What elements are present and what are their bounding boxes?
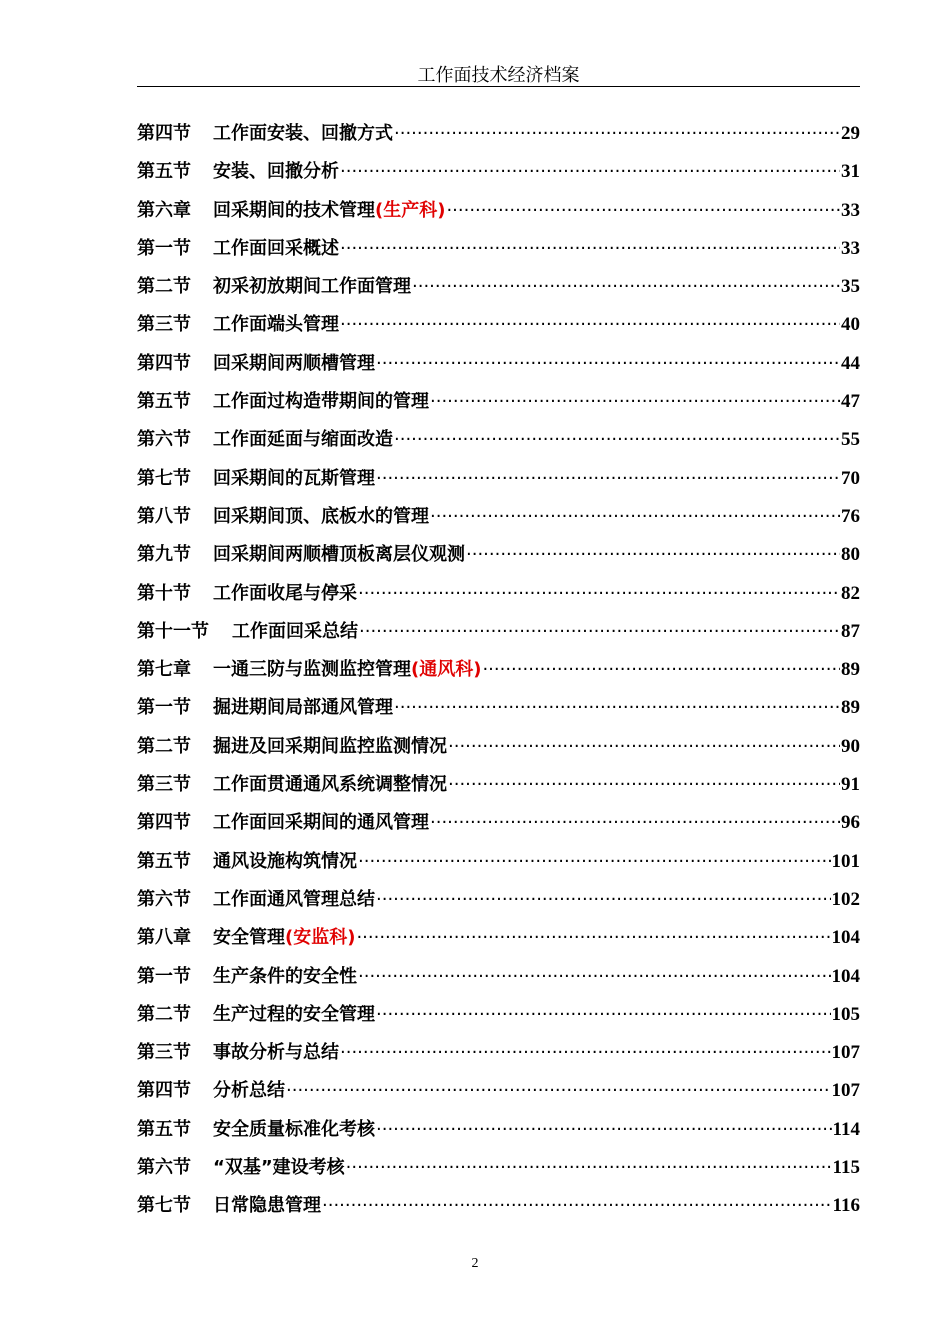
toc-entry[interactable] <box>137 196 860 234</box>
toc-entry[interactable] <box>137 310 860 348</box>
toc-entry-number: 第一节 <box>137 965 191 987</box>
toc-entry-department-note: (安监科) <box>285 927 356 949</box>
toc-entry-page: 104 <box>831 965 860 987</box>
toc-entry-page: 107 <box>831 1042 860 1064</box>
toc-entry-number: 第五节 <box>137 161 191 183</box>
toc-dot-leader <box>359 621 840 642</box>
toc-entry-number: 第五节 <box>137 391 191 413</box>
toc-entry-title <box>213 655 481 681</box>
toc-entry-title <box>213 1115 375 1141</box>
toc-entry[interactable] <box>137 387 860 425</box>
toc-entry-number: 第七节 <box>137 1195 191 1217</box>
toc-entry-title-text: 回采期间顶、底板水的管理 <box>213 505 429 527</box>
toc-entry-title-text: 事故分析与总结 <box>213 1042 339 1064</box>
toc-entry[interactable] <box>137 540 860 578</box>
toc-entry-number: 第一节 <box>137 697 191 719</box>
toc-entry-number: 第七章 <box>137 659 191 681</box>
toc-dot-leader <box>376 1004 831 1025</box>
toc-entry-number: 第五节 <box>137 850 191 872</box>
toc-entry-title <box>213 234 339 260</box>
toc-entry-number: 第四节 <box>137 1080 191 1102</box>
toc-entry[interactable] <box>137 349 860 387</box>
toc-entry-title-text: 一通三防与监测监控管理 <box>213 659 411 681</box>
toc-entry[interactable] <box>137 885 860 923</box>
toc-entry[interactable] <box>137 732 860 770</box>
toc-entry-page: 80 <box>841 544 860 566</box>
toc-entry-title-text: 工作面回采总结 <box>232 620 358 642</box>
toc-entry-title <box>213 310 339 336</box>
toc-dot-leader <box>286 1080 831 1101</box>
toc-dot-leader <box>376 889 831 910</box>
toc-entry-title-text: 工作面过构造带期间的管理 <box>213 391 429 413</box>
toc-dot-leader <box>358 583 840 604</box>
toc-entry-title-text: 回采期间的技术管理 <box>213 199 375 221</box>
toc-dot-leader <box>394 429 840 450</box>
toc-entry-number: 第六章 <box>137 199 191 221</box>
toc-dot-leader <box>358 851 831 872</box>
toc-dot-leader <box>394 697 840 718</box>
toc-entry-page: 40 <box>841 314 860 336</box>
toc-entry[interactable] <box>137 617 860 655</box>
toc-entry-number: 第十节 <box>137 582 191 604</box>
toc-entry-title <box>213 1153 345 1179</box>
toc-dot-leader <box>430 812 840 833</box>
page-number: 2 <box>471 1256 479 1271</box>
toc-entry-title-text: 回采期间两顺槽顶板离层仪观测 <box>213 544 465 566</box>
toc-dot-leader <box>376 468 840 489</box>
toc-entry-title <box>213 885 375 911</box>
toc-entry-title <box>213 502 429 528</box>
toc-entry-page: 116 <box>832 1195 860 1217</box>
toc-entry-number: 第八章 <box>137 927 191 949</box>
toc-entry-number: 第四节 <box>137 352 191 374</box>
toc-entry[interactable] <box>137 770 860 808</box>
toc-dot-leader <box>340 238 840 259</box>
toc-entry[interactable] <box>137 157 860 195</box>
toc-entry-page: 29 <box>841 123 860 144</box>
toc-dot-leader <box>376 1119 832 1140</box>
toc-entry-title-text: 工作面收尾与停采 <box>213 582 357 604</box>
toc-entry-number: 第四节 <box>137 123 191 144</box>
toc-entry-page: 33 <box>841 199 860 221</box>
toc-entry-title <box>213 732 447 758</box>
toc-entry-page: 31 <box>841 161 860 183</box>
toc-entry-number: 第六节 <box>137 888 191 910</box>
toc-entry[interactable] <box>137 962 860 1000</box>
toc-entry[interactable] <box>137 1076 860 1114</box>
toc-entry[interactable] <box>137 1000 860 1038</box>
toc-dot-leader <box>430 506 840 527</box>
toc-entry-title <box>213 1191 321 1217</box>
toc-entry-title <box>213 693 393 719</box>
toc-dot-leader <box>376 353 840 374</box>
toc-entry-department-note: (通风科) <box>411 659 482 681</box>
toc-entry-title-text: 安全管理 <box>213 927 285 949</box>
toc-entry[interactable] <box>137 425 860 463</box>
toc-entry-number: 第二节 <box>137 735 191 757</box>
toc-entry-page: 91 <box>841 774 860 796</box>
toc-entry-department-note: (生产科) <box>375 199 446 221</box>
toc-dot-leader <box>340 161 840 182</box>
toc-entry-title-text: 分析总结 <box>213 1080 285 1102</box>
toc-entry-title <box>213 540 465 566</box>
toc-entry-title <box>213 579 357 605</box>
toc-entry-title <box>213 808 429 834</box>
toc-entry-page: 82 <box>841 582 860 604</box>
toc-entry[interactable] <box>137 693 860 731</box>
toc-entry-number: 第三节 <box>137 774 191 796</box>
toc-entry-number: 第九节 <box>137 544 191 566</box>
toc-entry[interactable] <box>137 579 860 617</box>
toc-entry[interactable] <box>137 1038 860 1076</box>
toc-entry-title <box>213 1038 339 1064</box>
toc-entry-number: 第八节 <box>137 505 191 527</box>
toc-entry-page: 33 <box>841 237 860 259</box>
toc-entry-title <box>213 196 445 222</box>
toc-entry-title-text: 安全质量标准化考核 <box>213 1118 375 1140</box>
toc-entry-page: 104 <box>831 927 860 949</box>
toc-entry-title <box>213 847 357 873</box>
toc-entry-title <box>213 1000 375 1026</box>
toc-entry-title <box>213 464 375 490</box>
toc-entry-title-text: 工作面贯通通风系统调整情况 <box>213 774 447 796</box>
toc-entry-page: 107 <box>831 1080 860 1102</box>
toc-entry-title-text: 掘进期间局部通风管理 <box>213 697 393 719</box>
toc-entry[interactable] <box>137 923 860 961</box>
toc-entry-page: 90 <box>841 735 860 757</box>
toc-entry-title-text: 掘进及回采期间监控监测情况 <box>213 735 447 757</box>
toc-entry-page: 44 <box>841 352 860 374</box>
toc-dot-leader <box>394 123 840 144</box>
toc-entry-number: 第二节 <box>137 1003 191 1025</box>
toc-entry-page: 101 <box>831 850 860 872</box>
toc-entry[interactable] <box>137 502 860 540</box>
toc-entry-title-text: 工作面安装、回撤方式 <box>213 123 393 144</box>
toc-entry-title-text: 工作面延面与缩面改造 <box>213 429 393 451</box>
toc-entry-title <box>213 770 447 796</box>
toc-entry[interactable] <box>137 847 860 885</box>
toc-dot-leader <box>482 659 840 680</box>
toc-entry-number: 第十一节 <box>137 620 209 642</box>
toc-entry[interactable] <box>137 655 860 693</box>
toc-entry-number: 第三节 <box>137 1042 191 1064</box>
toc-entry-title <box>232 617 358 643</box>
toc-dot-leader <box>448 736 840 757</box>
toc-entry-page: 55 <box>841 429 860 451</box>
toc-entry[interactable] <box>137 272 860 310</box>
toc-entry-title-text: 生产条件的安全性 <box>213 965 357 987</box>
toc-entry[interactable] <box>137 808 860 846</box>
toc-entry-page: 35 <box>841 276 860 298</box>
toc-entry-title-text: 回采期间的瓦斯管理 <box>213 467 375 489</box>
toc-entry-title-text: 工作面端头管理 <box>213 314 339 336</box>
toc-entry[interactable] <box>137 1191 860 1229</box>
toc-dot-leader <box>340 1042 831 1063</box>
toc-dot-leader <box>346 1157 832 1178</box>
toc-dot-leader <box>340 314 840 335</box>
toc-entry-title-text: 初采初放期间工作面管理 <box>213 276 411 298</box>
toc-entry-number: 第二节 <box>137 276 191 298</box>
toc-entry-title <box>213 1076 285 1102</box>
header-rule <box>137 86 860 87</box>
toc-entry-page: 87 <box>841 620 860 642</box>
toc-entry[interactable] <box>137 464 860 502</box>
page-header-title: 工作面技术经济档案 <box>417 65 580 86</box>
toc-entry-page: 115 <box>832 1157 860 1179</box>
toc-dot-leader <box>430 391 840 412</box>
toc-entry-title-text: 工作面通风管理总结 <box>213 888 375 910</box>
toc-entry-number: 第一节 <box>137 237 191 259</box>
toc-entry[interactable] <box>137 1153 860 1191</box>
toc-entry-number: 第四节 <box>137 812 191 834</box>
toc-entry-page: 89 <box>841 659 860 681</box>
toc-entry-title-text: 安装、回撤分析 <box>213 161 339 183</box>
toc-entry-page: 47 <box>841 391 860 413</box>
toc-entry-title <box>213 157 339 183</box>
table-of-contents <box>137 119 860 1230</box>
toc-entry-title-text: 工作面回采概述 <box>213 237 339 259</box>
toc-entry-number: 第七节 <box>137 467 191 489</box>
toc-entry-title <box>213 962 357 988</box>
toc-entry-number: 第三节 <box>137 314 191 336</box>
toc-entry[interactable] <box>137 234 860 272</box>
toc-entry[interactable] <box>137 119 860 157</box>
toc-dot-leader <box>448 774 840 795</box>
toc-entry-page: 105 <box>831 1003 860 1025</box>
toc-entry-title-text: 工作面回采期间的通风管理 <box>213 812 429 834</box>
toc-entry-title <box>213 119 393 145</box>
toc-entry[interactable] <box>137 1115 860 1153</box>
toc-entry-title <box>213 387 429 413</box>
toc-dot-leader <box>322 1195 832 1216</box>
toc-entry-page: 114 <box>832 1118 860 1140</box>
toc-entry-number: 第六节 <box>137 1157 191 1179</box>
toc-entry-title-text: 生产过程的安全管理 <box>213 1003 375 1025</box>
toc-dot-leader <box>466 544 840 565</box>
toc-dot-leader <box>356 927 830 948</box>
toc-dot-leader <box>412 276 840 297</box>
toc-dot-leader <box>358 966 831 987</box>
toc-entry-title-text: 回采期间两顺槽管理 <box>213 352 375 374</box>
toc-entry-title <box>213 349 375 375</box>
toc-entry-page: 76 <box>841 505 860 527</box>
toc-entry-page: 96 <box>841 812 860 834</box>
toc-entry-title <box>213 425 393 451</box>
toc-entry-title <box>213 923 355 949</box>
toc-entry-page: 70 <box>841 467 860 489</box>
toc-entry-number: 第五节 <box>137 1118 191 1140</box>
toc-entry-page: 89 <box>841 697 860 719</box>
toc-entry-page: 102 <box>831 888 860 910</box>
toc-entry-title-text: 日常隐患管理 <box>213 1195 321 1217</box>
toc-dot-leader <box>446 200 840 221</box>
toc-entry-number: 第六节 <box>137 429 191 451</box>
toc-entry-title-text: “双基”建设考核 <box>213 1157 345 1179</box>
toc-entry-title-text: 通风设施构筑情况 <box>213 850 357 872</box>
toc-entry-title <box>213 272 411 298</box>
